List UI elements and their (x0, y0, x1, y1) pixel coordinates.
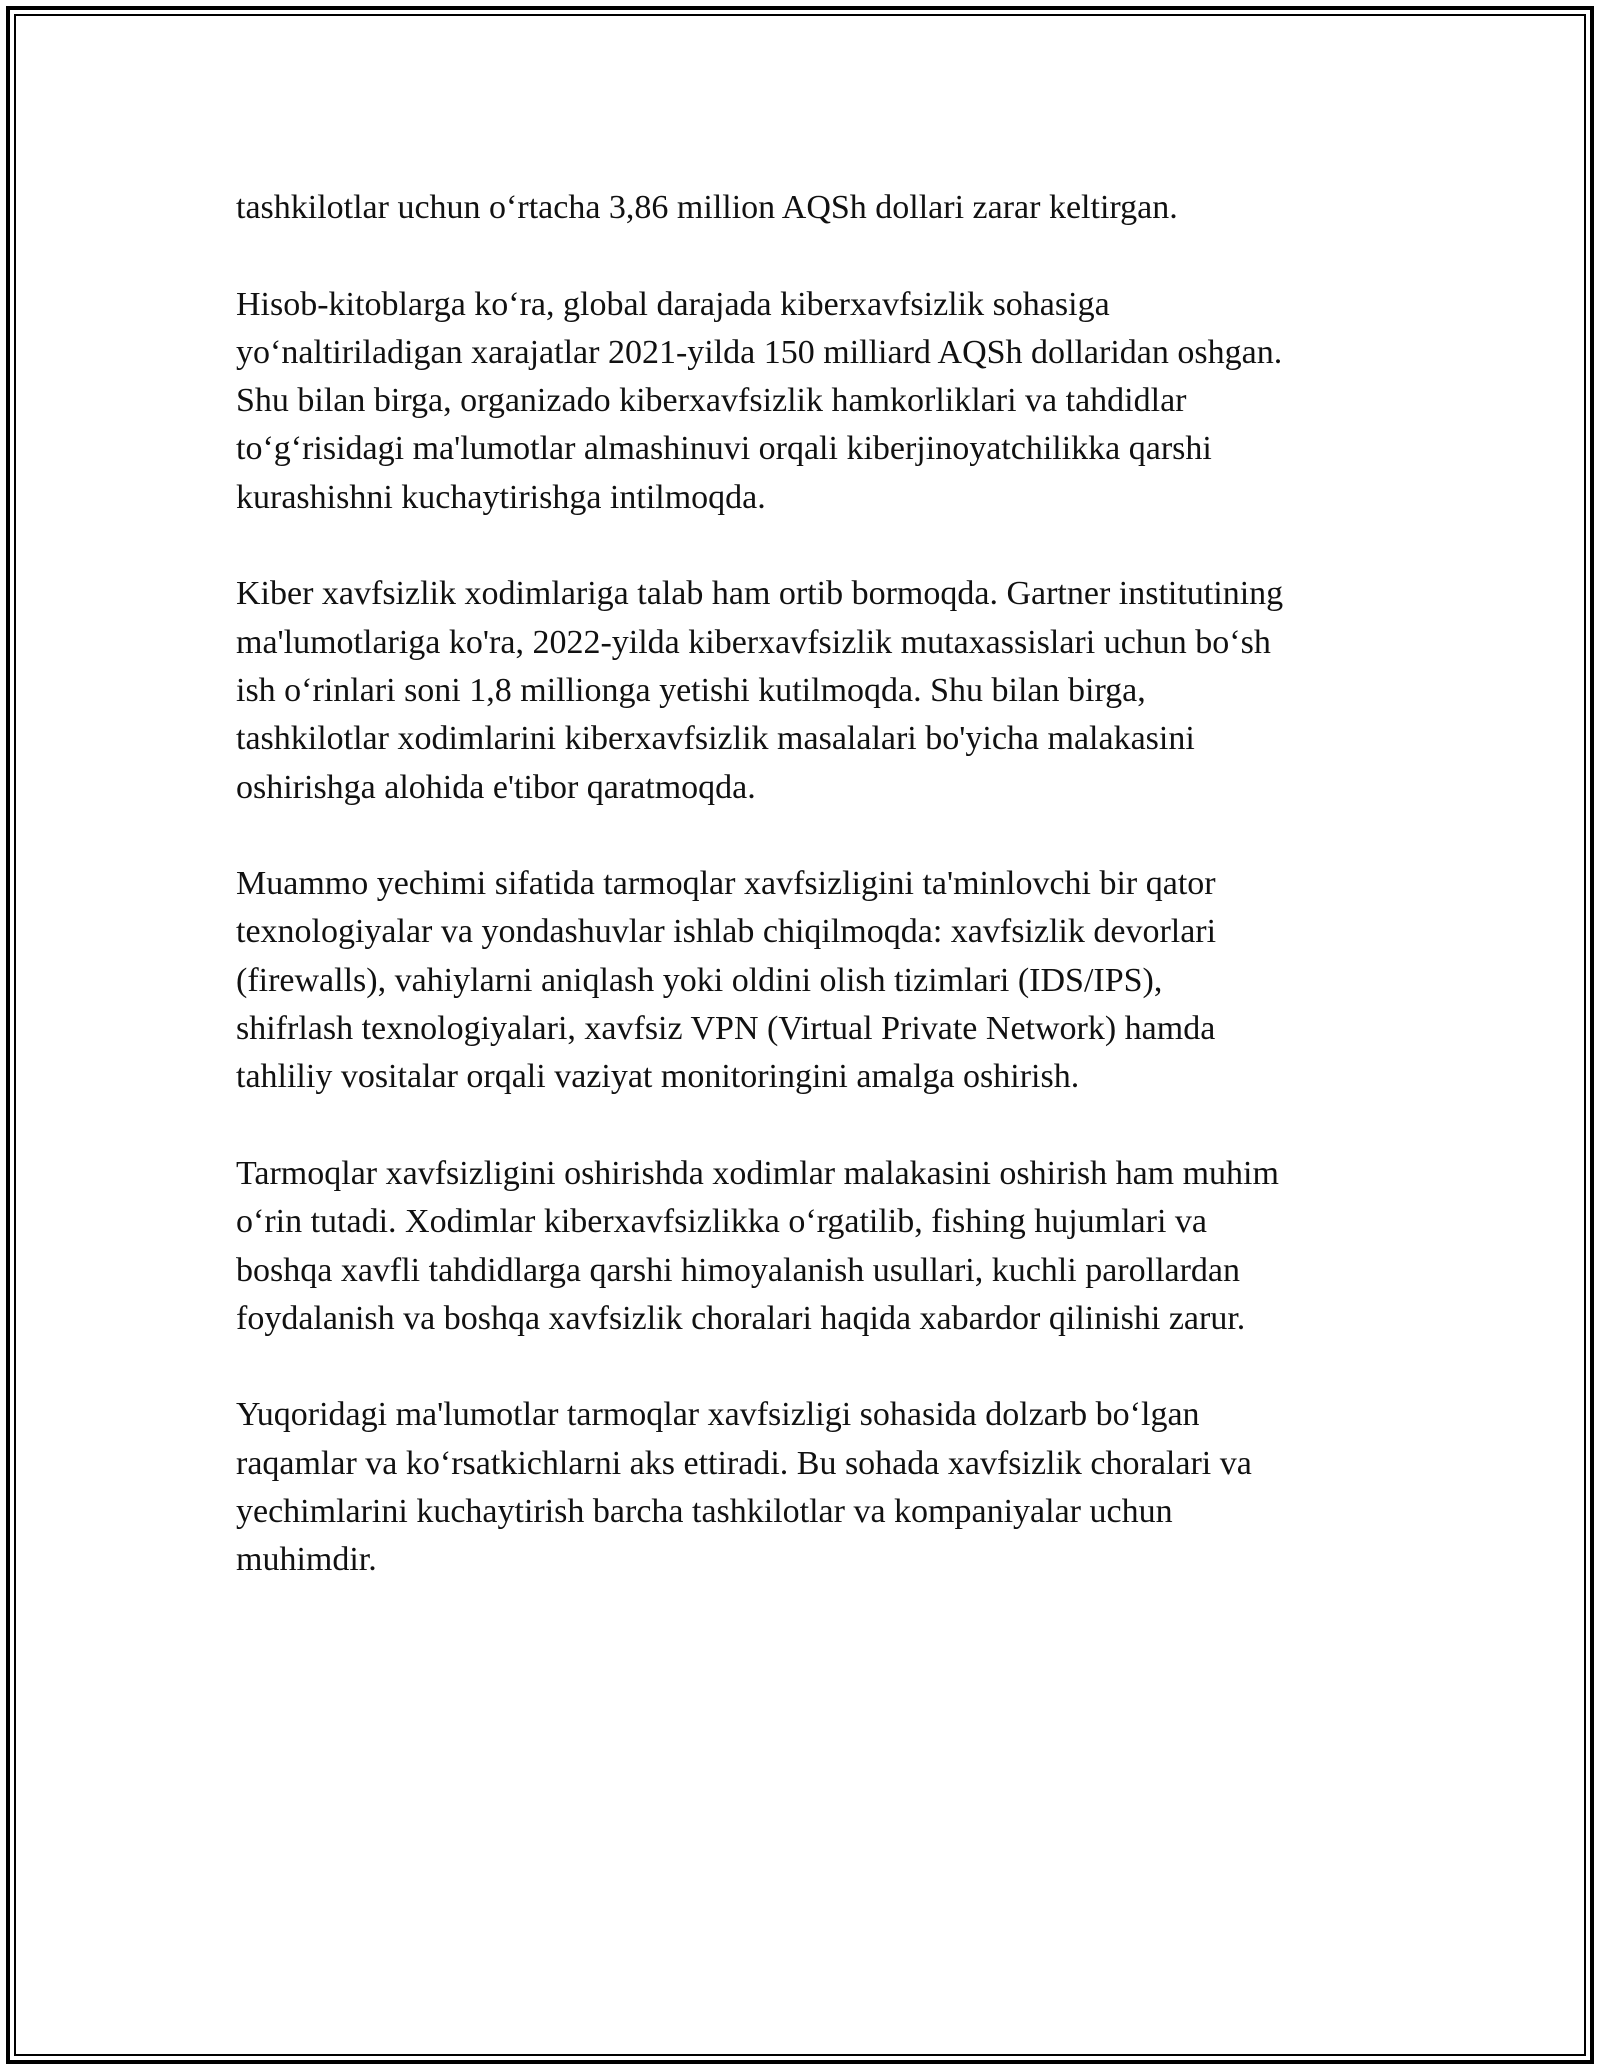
document-body (236, 184, 1376, 1633)
paragraph-4: Muammo yechimi sifatida tarmoqlar xavfsizligini ta'minlovchi bir qator texnologiyalar va yondashuvlar ishlab chiqilmoqda: xavfsizlik devorlari (firewalls), vahiylarni aniqlash yoki oldini olish tizimlari (IDS/IPS), shifrlash texnologiyalari, xavfsiz VPN (Virtual Private Network) hamda tahliliy vositalar orqali vaziyat monitoringini amalga oshirish. (236, 865, 1217, 1096)
paragraph-5: Tarmoqlar xavfsizligini oshirishda xodimlar malakasini oshirish ham muhim o‘rin tutadi. Xodimlar kiberxavfsizlikka o‘rgatilib, fishing hujumlari va boshqa xavfli tahdidlarga qarshi himoyalanish usullari, kuchli parollardan foydalanish va boshqa xavfsizlik choralari haqida xabardor qilinishi zarur. (236, 1154, 1279, 1337)
paragraph-3: Kiber xavfsizlik xodimlariga talab ham ortib bormoqda. Gartner institutining ma'lumotlariga ko'ra, 2022-yilda kiberxavfsizlik mutaxassislari uchun bo‘sh ish o‘rinlari soni 1,8 millionga yetishi kutilmoqda. Shu bilan birga, tashkilotlar xodimlarini kiberxavfsizlik masalalari bo'yicha malakasini oshirishga alohida e'tibor qaratmoqda. (236, 575, 1284, 806)
paragraph-2: Hisob-kitoblarga ko‘ra, global darajada kiberxavfsizlik sohasiga yo‘naltiriladigan xarajatlar 2021-yilda 150 milliard AQSh dollaridan oshgan. Shu bilan birga, organizado kiberxavfsizlik hamkorliklari va tahdidlar to‘g‘risidagi ma'lumotlar almashinuvi orqali kiberjinoyatchilikka qarshi kurashishni kuchaytirishga intilmoqda. (236, 285, 1283, 516)
paragraph-1: tashkilotlar uchun o‘rtacha 3,86 million AQSh dollari zarar keltirgan. (236, 189, 1178, 226)
paragraph-6: Yuqoridagi ma'lumotlar tarmoqlar xavfsizligi sohasida dolzarb bo‘lgan raqamlar va ko‘rsatkichlarni aks ettiradi. Bu sohada xavfsizlik choralari va yechimlarini kuchaytirish barcha tashkilotlar va kompaniyalar uchun muhimdir. (236, 1396, 1252, 1579)
